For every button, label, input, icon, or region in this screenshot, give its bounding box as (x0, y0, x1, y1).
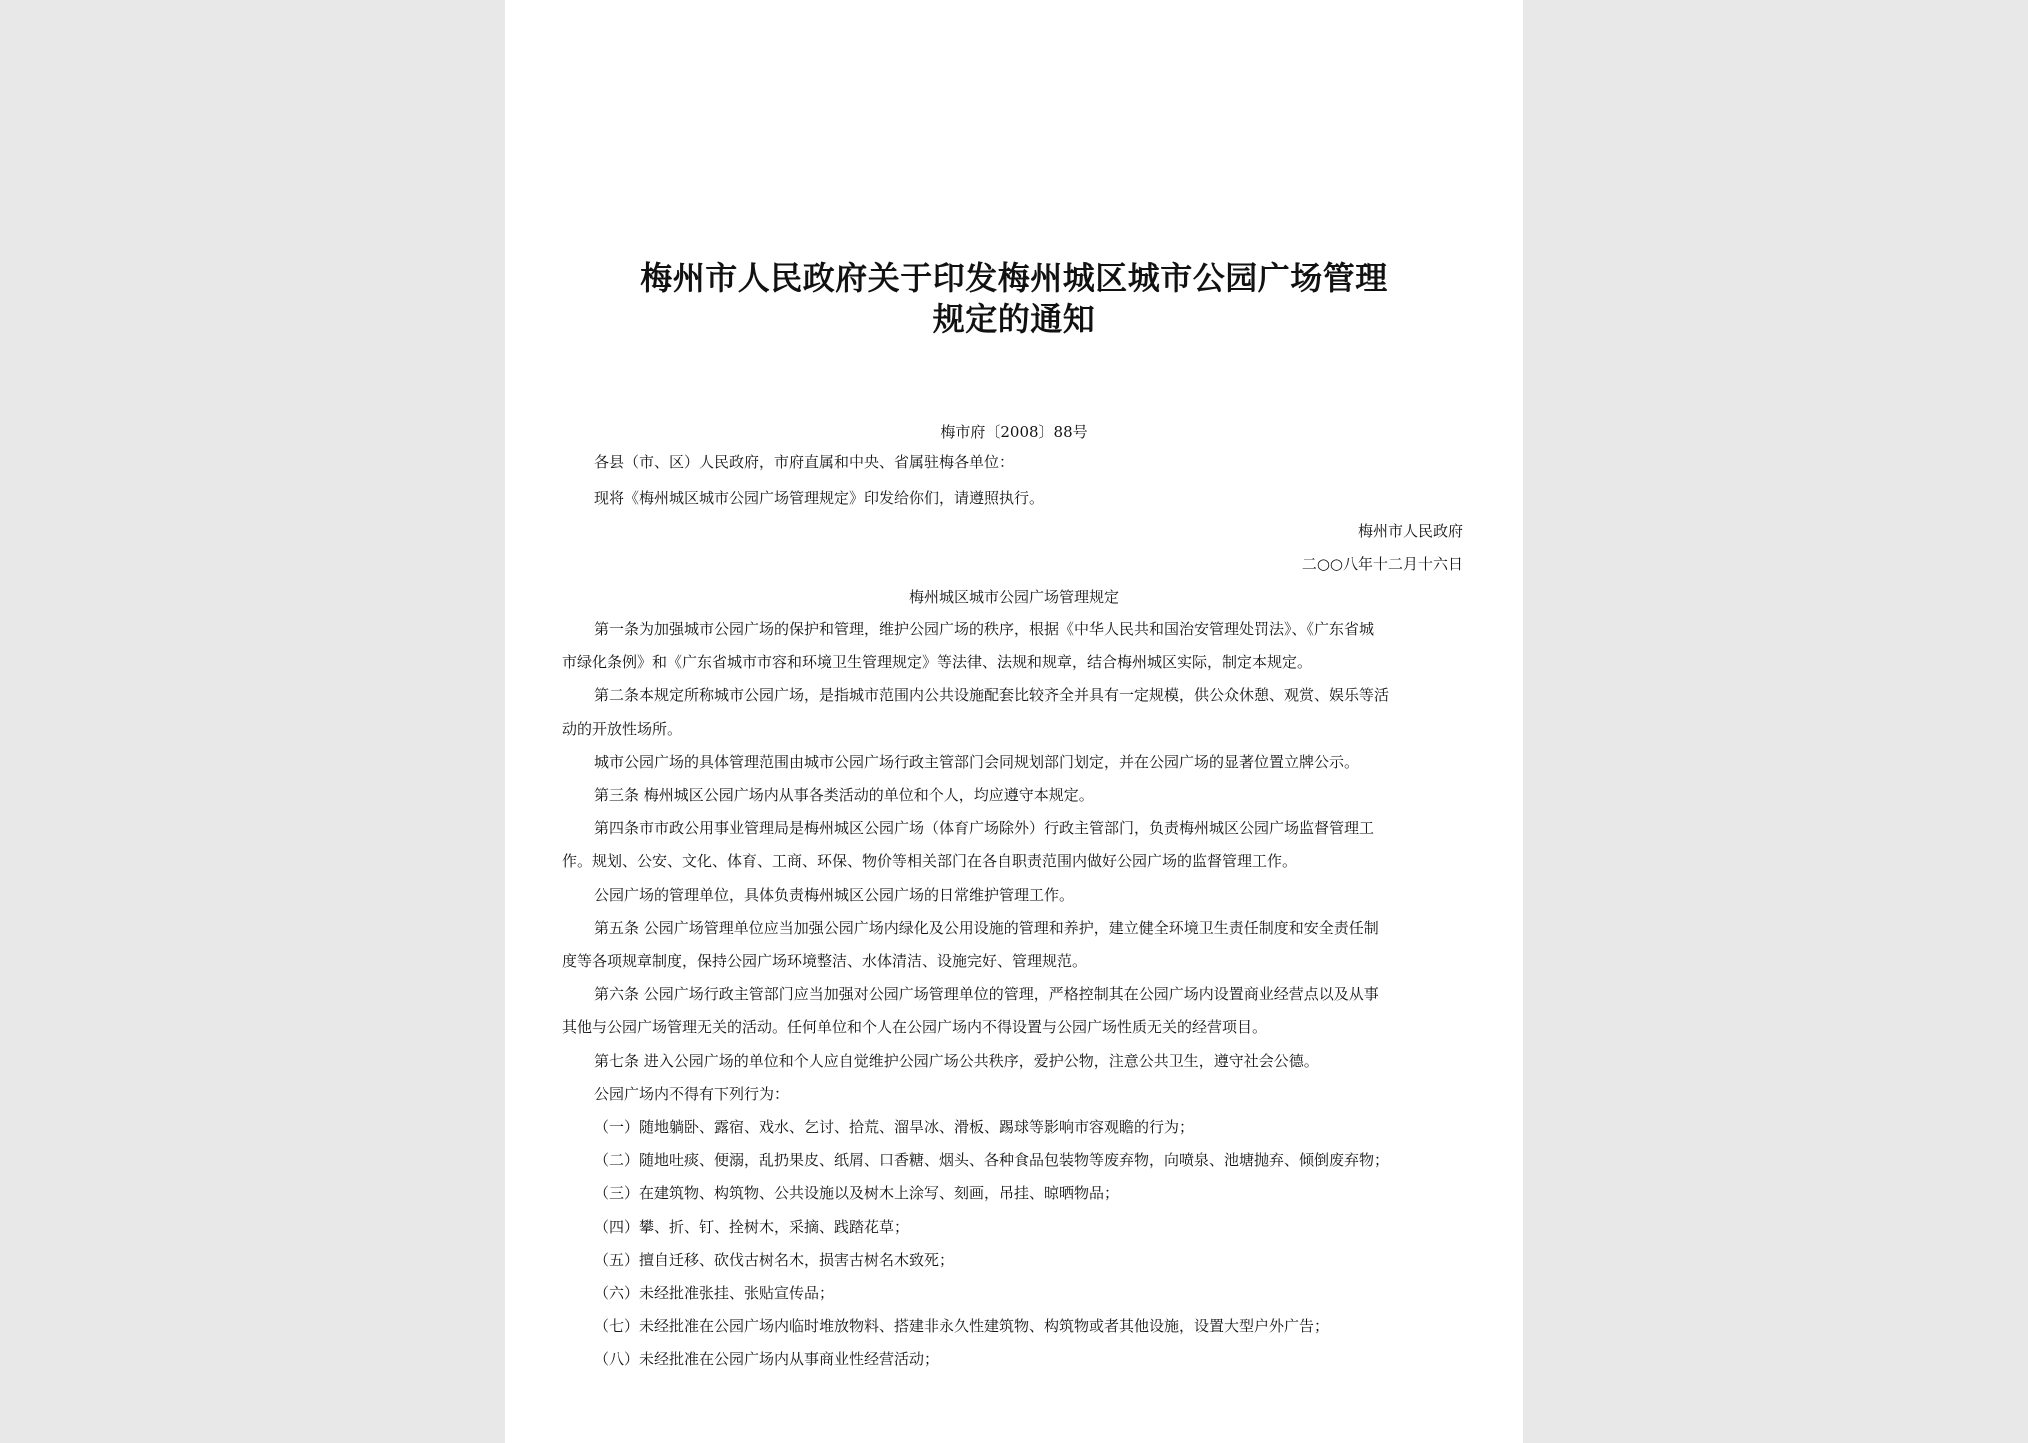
body-line: 其他与公园广场管理无关的活动。任何单位和个人在公园广场内不得设置与公园广场性质无关的经营项目。 (562, 1018, 1268, 1037)
body-line: 市绿化条例》和《广东省城市市容和环境卫生管理规定》等法律、法规和规章，结合梅州城区实际，制定本规定。 (562, 653, 1313, 672)
title-line-1: 梅州市人民政府关于印发梅州城区城市公园广场管理 (640, 259, 1388, 297)
body-line: （八）未经批准在公园广场内从事商业性经营活动； (594, 1350, 940, 1369)
body-line: （一）随地躺卧、露宿、戏水、乞讨、拾荒、溜旱冰、滑板、踢球等影响市容观瞻的行为； (594, 1118, 1195, 1136)
title-line-2: 规定的通知 (932, 300, 1096, 338)
body-line: （六）未经批准张挂、张贴宣传品； (594, 1284, 835, 1302)
body-line: 城市公园广场的具体管理范围由城市公园广场行政主管部门会同规划部门划定，并在公园广场的显著位置立牌公示。 (594, 752, 1360, 771)
body-line: （二）随地吐痰、便溺，乱扔果皮、纸屑、口香糖、烟头、各种食品包装物等废弃物，向喷泉、池塘抛弃、倾倒废弃物； (594, 1151, 1390, 1170)
body-line: 作。规划、公安、文化、体育、工商、环保、物价等相关部门在各自职责范围内做好公园广场的监督管理工作。 (562, 852, 1298, 871)
document-title (505, 258, 1523, 340)
body-line: 第一条为加强城市公园广场的保护和管理，维护公园广场的秩序，根据《中华人民共和国治安管理处罚法》、《广东省城 (594, 620, 1375, 638)
body-line: （四）攀、折、钉、拴树木，采摘、践踏花草； (594, 1217, 910, 1236)
body-line: 公园广场的管理单位，具体负责梅州城区公园广场的日常维护管理工作。 (594, 885, 1075, 904)
document-page (505, 0, 1523, 1443)
body-line: （三）在建筑物、构筑物、公共设施以及树木上涂写、刻画，吊挂、晾晒物品； (594, 1184, 1120, 1203)
body-line: 第六条 公园广场行政主管部门应当加强对公园广场管理单位的管理，严格控制其在公园广场内设置商业经营点以及从事 (594, 985, 1379, 1004)
body-line: 第三条 梅州城区公园广场内从事各类活动的单位和个人，均应遵守本规定。 (594, 786, 1094, 804)
body-line: 动的开放性场所。 (562, 719, 683, 738)
signature-date: 二○○八年十二月十六日 (1301, 555, 1463, 573)
document-number: 梅市府〔2008〕88号 (940, 423, 1088, 441)
salutation: 各县（市、区）人民政府，市府直属和中央、省属驻梅各单位： (594, 453, 1015, 471)
body-line: 第五条 公园广场管理单位应当加强公园广场内绿化及公用设施的管理和养护，建立健全环境卫生责任制度和安全责任制 (594, 918, 1379, 937)
regulation-title: 梅州城区城市公园广场管理规定 (908, 588, 1119, 606)
body-line: 第二条本规定所称城市公园广场，是指城市范围内公共设施配套比较齐全并具有一定规模，供公众休憩、观赏、娱乐等活 (594, 686, 1390, 705)
intro-paragraph: 现将《梅州城区城市公园广场管理规定》印发给你们，请遵照执行。 (594, 489, 1045, 507)
body-line: 第四条市市政公用事业管理局是梅州城区公园广场（体育广场除外）行政主管部门，负责梅州城区公园广场监督管理工 (594, 819, 1375, 838)
body-line: 度等各项规章制度，保持公园广场环境整洁、水体清洁、设施完好、管理规范。 (562, 952, 1088, 970)
body-line: 公园广场内不得有下列行为： (594, 1084, 790, 1103)
body-line: （五）擅自迁移、砍伐古树名木，损害古树名木致死； (594, 1250, 955, 1269)
body-line: （七）未经批准在公园广场内临时堆放物料、搭建非永久性建筑物、构筑物或者其他设施，设置大型户外广告； (594, 1317, 1330, 1336)
signature-org: 梅州市人民政府 (1357, 522, 1463, 540)
body-line: 第七条 进入公园广场的单位和个人应自觉维护公园广场公共秩序，爱护公物，注意公共卫生，遵守社会公德。 (594, 1051, 1319, 1070)
